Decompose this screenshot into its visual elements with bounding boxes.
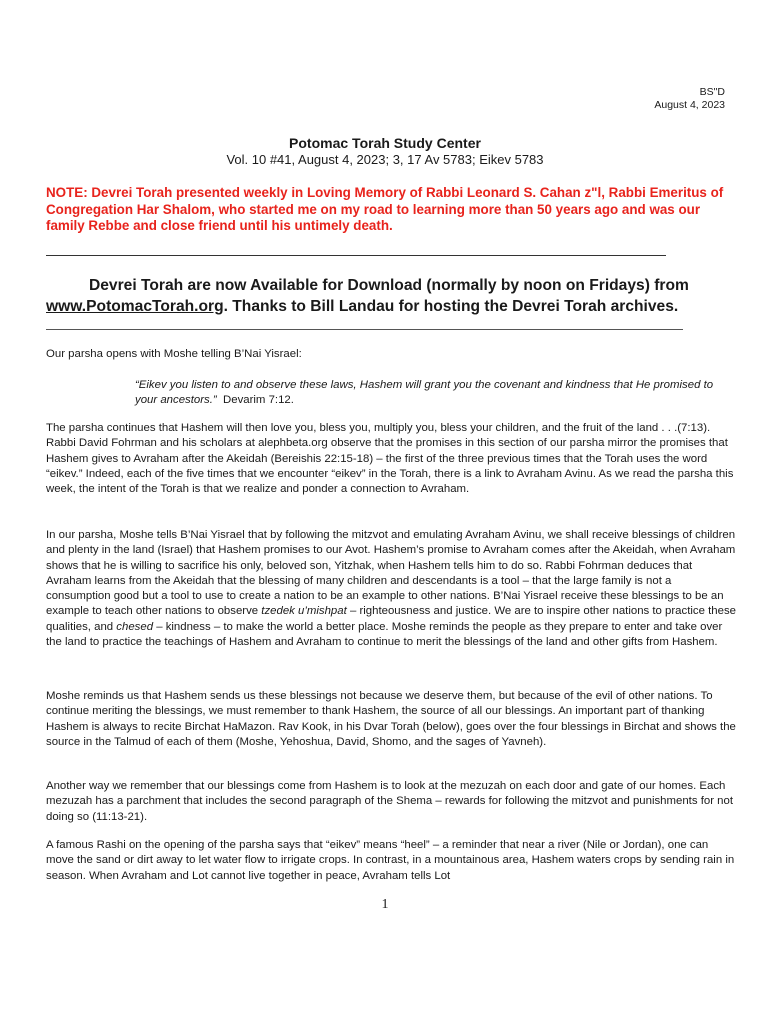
header-right — [654, 86, 725, 112]
header-bsd: BS"D — [699, 86, 725, 98]
download-text: Devrei Torah are now Available for Download (normally by noon on Fridays) from — [89, 277, 689, 294]
page-number: 1 — [381, 897, 389, 912]
download-thanks: . Thanks to Bill Landau for hosting the Devrei Torah archives. — [223, 298, 679, 315]
intro-paragraph: Our parsha opens with Moshe telling B’Nai Yisrael: — [46, 348, 302, 360]
document-title: Potomac Torah Study Center — [289, 135, 481, 151]
divider-line — [46, 255, 666, 256]
quote-text: “Eikev you listen to and observe these laws, Hashem will grant you the covenant and kindness that He promised to your ancestors.” — [135, 379, 714, 407]
paragraph-text: In our parsha, Moshe tells B’Nai Yisrael that by following the mitzvot and emulating Avraham Avinu, we shall receive blessings of children and plenty in the land (Israel) that Hashem promises to our Avot. Hashem’s promise to Avraham comes after the Akeidah, when Avraham shows that he is willing to sacrifice his only, beloved son, Yitzhak, when Hashem tells him to do so. Rabbi Fohrman deduces that Avraham learns from the Akeidah that the blessing of many children and descendants is a tool – that the large family is not a consumption good but a tool to use to create a nation to be an example to other nations. B’Nai Yisrael receive these blessings to be an example to teach other nations to observe — [46, 529, 736, 618]
paragraph: The parsha continues that Hashem will then love you, bless you, multiply you, bless your children, and the fruit of the land . . .(7:13). Rabbi David Fohrman and his scholars at alephbeta.org observe that the promises in this section of our parsha mirror the promises that Hashem gives to Avraham after the Akeidah (Bereishis 22:15-18) – the first of the three previous times that the Torah uses the word “eikev.” Indeed, each of the five times that we encounter “eikev” in the Torah, there is a link to Avraham Avinu. As we read the parsha this week, the intent of the Torah is that we realize and ponder a connection to Avraham. — [46, 422, 734, 496]
website-link[interactable]: www.PotomacTorah.org — [46, 298, 224, 315]
paragraph: Moshe reminds us that Hashem sends us these blessings not because we deserve them, but because of the evil of other nations. To continue meriting the blessings, we must remember to thank Hashem, the source of all our blessings. An important part of thanking Hashem is always to recite Birchat HaMazon. Rav Kook, in his Dvar Torah (below), goes over the four blessings in Birchat and shows the source in the Talmud of each of them (Moshe, Yehoshua, David, Shomo, and the sages of Yavneh). — [46, 690, 736, 748]
paragraph-text: – kindness – to make the world a better place. Moshe reminds the people as they prepare to enter and take over the land to practice the teachings of Hashem and Avraham to continue to merit the blessings of the land and other gifts from Hashem. — [46, 620, 723, 649]
header-date: August 4, 2023 — [654, 99, 725, 111]
italic-term: tzedek u’mishpat — [261, 605, 347, 618]
paragraph: Another way we remember that our blessings come from Hashem is to look at the mezuzah on each door and gate of our homes. Each mezuzah has a parchment that includes the second paragraph of the Shema – rewards for following the mitzvot and punishments for not doing so (11:13-21). — [46, 780, 733, 823]
divider-line — [46, 329, 683, 330]
paragraph-text: – righteousness and justice. We are to inspire other nations to practice these qualities, and — [46, 605, 736, 633]
scripture-quote — [135, 378, 715, 409]
memorial-note: NOTE: Devrei Torah presented weekly in Loving Memory of Rabbi Leonard S. Cahan z"l, Rabbi Emeritus of Congregation Har Shalom, who started me on my road to learning more than 50 years ago and was our family Rebbe and close friend until his untimely death. — [46, 185, 724, 233]
italic-term: chesed — [116, 620, 154, 633]
paragraph: A famous Rashi on the opening of the parsha says that “eikev” means “heel” – a reminder that near a river (Nile or Jordan), one can move the sand or dirt away to let water flow to irrigate crops. In contrast, in a mountainous area, Hashem waters crops by sending rain in season. When Avraham and Lot cannot live together in peace, Avraham tells Lot — [46, 839, 735, 882]
document-subtitle: Vol. 10 #41, August 4, 2023; 3, 17 Av 5783; Eikev 5783 — [226, 152, 544, 167]
quote-reference: Devarim 7:12. — [223, 394, 294, 407]
paragraph — [46, 528, 736, 650]
download-notice — [46, 275, 736, 317]
